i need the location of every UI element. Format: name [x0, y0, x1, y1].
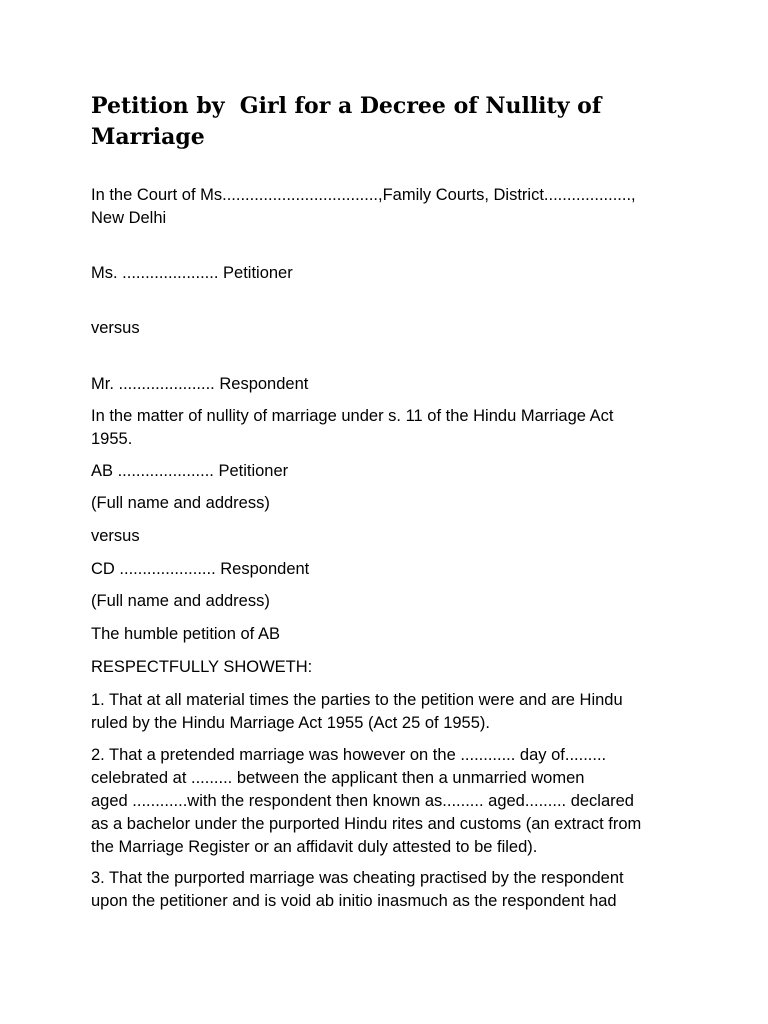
cd-respondent-line: CD ..................... Respondent [91, 560, 310, 578]
full-name-address-2: (Full name and address) [91, 592, 270, 610]
versus-text-2: versus [91, 527, 140, 545]
point-3: 3. That the purported marriage was cheating practised by the respondent upon the petitioner and is void ab initio inasmuch as the respondent had [91, 869, 624, 910]
versus-text: versus [91, 319, 140, 337]
full-name-address-1: (Full name and address) [91, 494, 270, 512]
humble-petition-line: The humble petition of AB [91, 625, 280, 643]
point-1: 1. That at all material times the parties to the petition were and are Hindu ruled by the Hindu Marriage Act 1955 (Act 25 of 1955). [91, 691, 623, 732]
court-line: In the Court of Ms..................................,Family Courts, District..................., New Delhi [91, 186, 636, 227]
petitioner-line: Ms. ..................... Petitioner [91, 264, 293, 282]
document-title: Petition by Girl for a Decree of Nullity of Marriage [91, 93, 602, 150]
respondent-line: Mr. ..................... Respondent [91, 375, 309, 393]
point-2: 2. That a pretended marriage was however on the ............ day of......... celebrated at ......... between the applicant then a unmarried women aged ............with the respondent then known as......... aged......... declared as a bachelor under the purported Hindu rites and customs (an extract from the Marriage Register or an affidavit duly attested to be filed). [91, 746, 642, 856]
ab-petitioner-line: AB ..................... Petitioner [91, 462, 289, 480]
matter-line: In the matter of nullity of marriage under s. 11 of the Hindu Marriage Act 1955. [91, 407, 614, 448]
respectfully-showeth: RESPECTFULLY SHOWETH: [91, 658, 313, 676]
